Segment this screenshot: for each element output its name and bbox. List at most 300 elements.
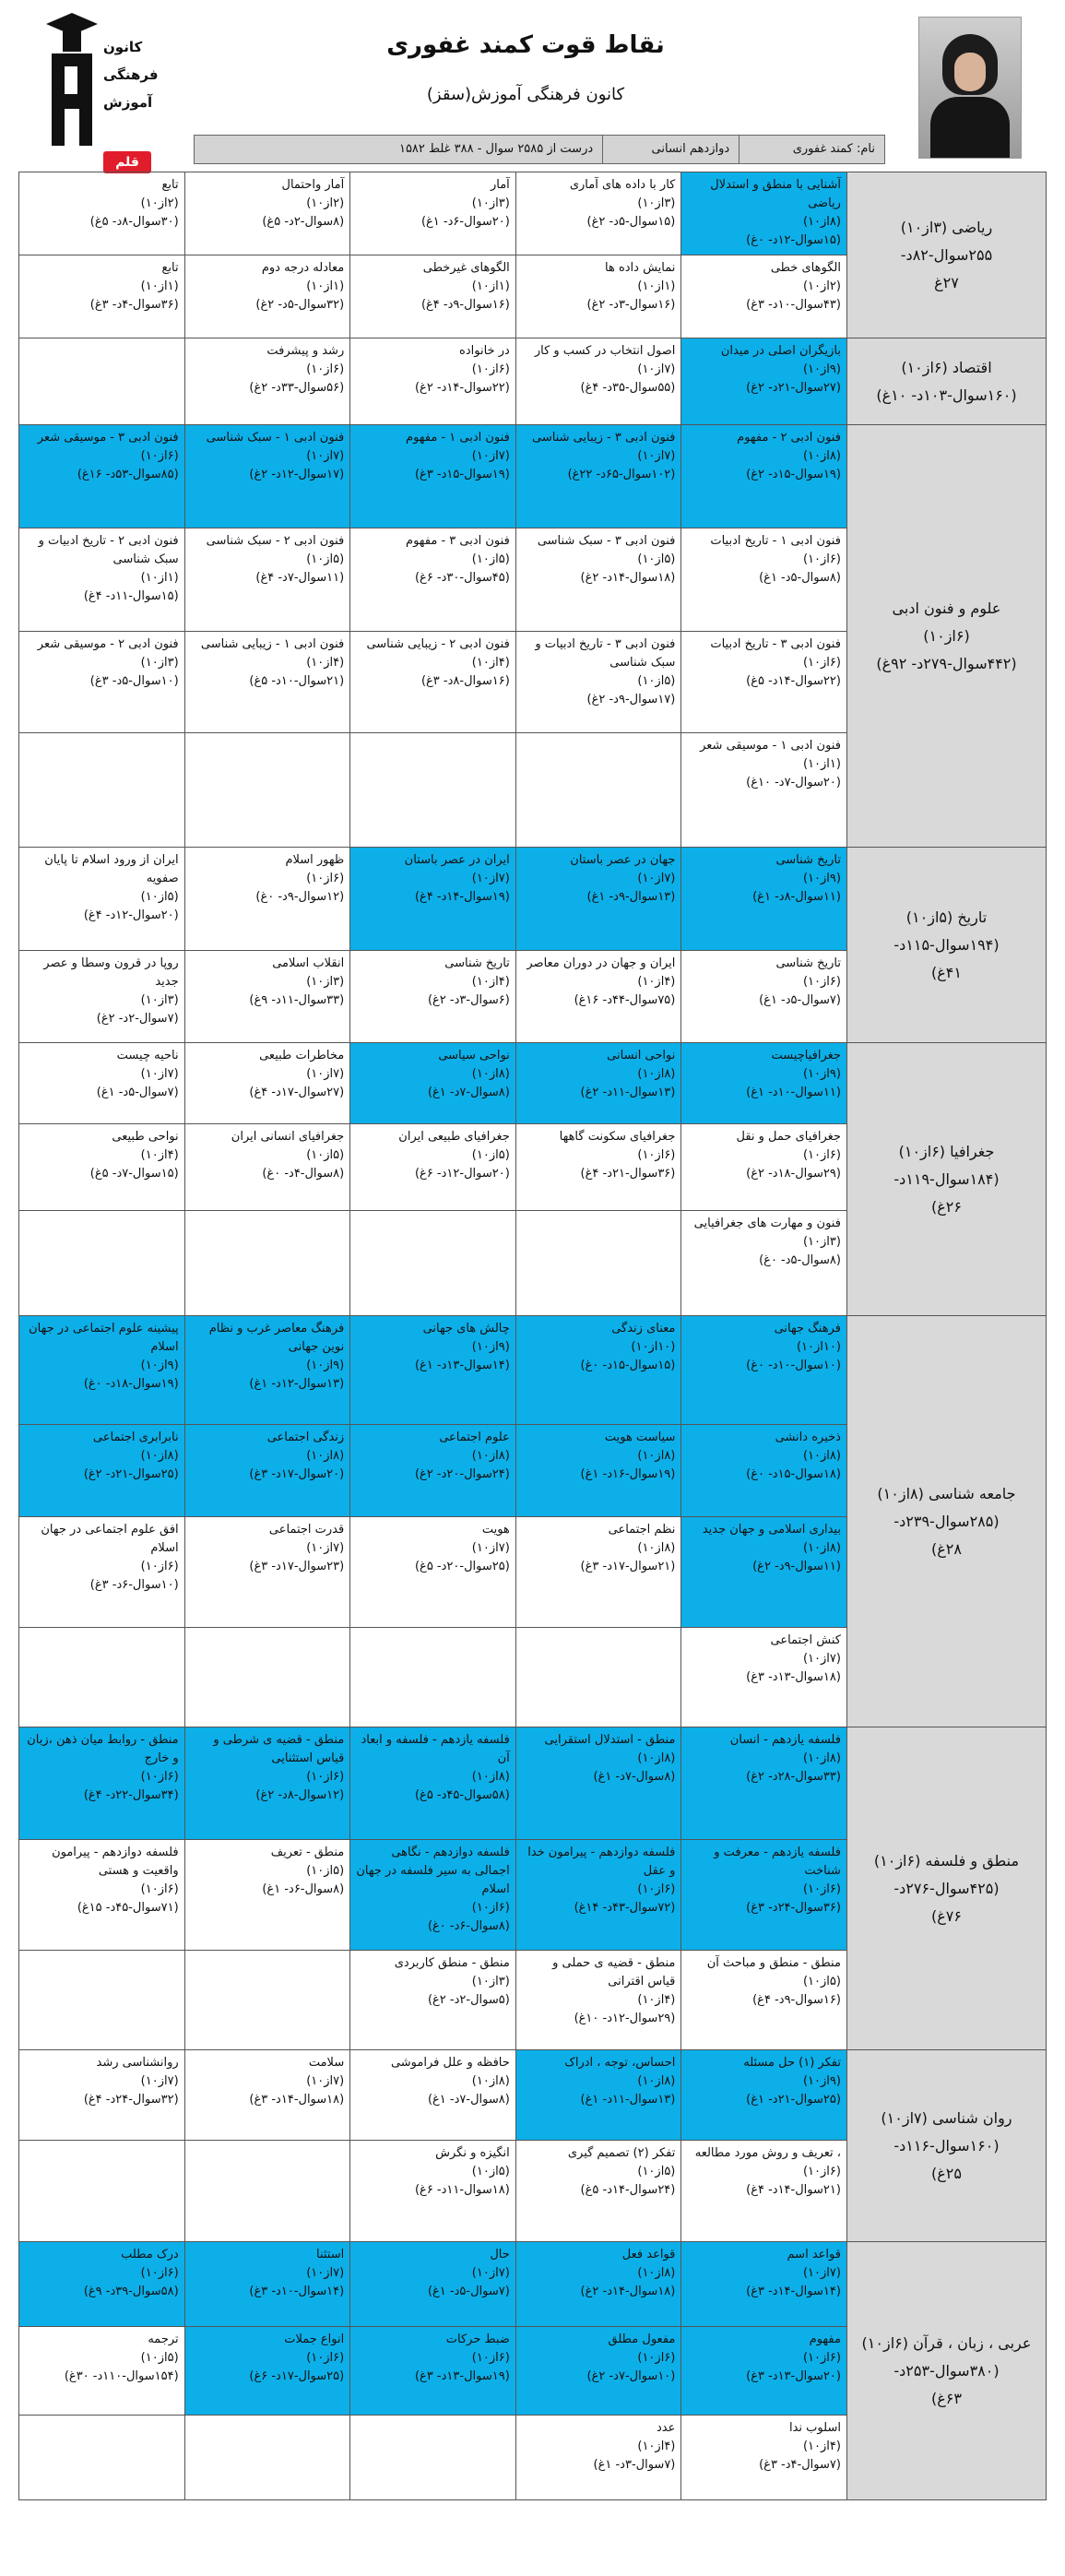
topic-name: جغرافیاچیست bbox=[771, 1049, 841, 1062]
topic-stats: (۲۱سوال-۱۴د- ۴غ) bbox=[746, 2183, 841, 2197]
topic-cell bbox=[19, 338, 185, 425]
topic-score: (۴از۱۰) bbox=[306, 656, 345, 670]
topic-stats: (۱۳سوال-۱۲د- ۱غ) bbox=[249, 1377, 345, 1391]
subject-name: علوم و فنون ادبی bbox=[892, 599, 1001, 617]
topic-stats: (۱۵سوال-۱۱د- ۴غ) bbox=[83, 589, 179, 603]
topic-name: منطق - قضیه ی حملی و قیاس اقترانی bbox=[552, 1956, 676, 1988]
topic-score: (۶از۱۰) bbox=[802, 552, 841, 566]
topic-score: (۴از۱۰) bbox=[637, 2439, 676, 2453]
topic-cell bbox=[184, 1316, 350, 1425]
topic-cell bbox=[19, 425, 185, 528]
student-grade: دوازدهم انسانی bbox=[602, 136, 739, 163]
subject-stats2: ۲۶غ) bbox=[930, 1197, 962, 1216]
topic-name: انگیزه و نگرش bbox=[435, 2146, 510, 2160]
topic-cell bbox=[19, 2141, 185, 2242]
topic-cell bbox=[681, 2141, 847, 2242]
topic-stats: (۱۰سوال-۶د- ۳غ) bbox=[89, 1578, 179, 1592]
topic-stats: (۱۱سوال-۷د- ۴غ) bbox=[255, 571, 345, 585]
topic-score: (۷از۱۰) bbox=[306, 2074, 345, 2088]
topic-score: (۸از۱۰) bbox=[306, 1449, 345, 1463]
topic-stats: (۵۵سوال-۳۵د- ۴غ) bbox=[580, 381, 676, 395]
topic-score: (۴از۱۰) bbox=[637, 1993, 676, 2007]
topic-cell bbox=[515, 951, 681, 1043]
topic-score: (۶از۱۰) bbox=[802, 975, 841, 989]
subject-name: روان شناسی (۷از۱۰) bbox=[881, 2108, 1012, 2127]
topic-name: علوم اجتماعی bbox=[439, 1430, 510, 1444]
topic-cell bbox=[515, 1628, 681, 1727]
topic-name: رشد و پیشرفت bbox=[266, 344, 345, 358]
topic-score: (۷از۱۰) bbox=[306, 1067, 345, 1081]
topic-score: (۶از۱۰) bbox=[471, 1901, 510, 1915]
topic-stats: (۷۱سوال-۴۵د- ۱۵غ) bbox=[77, 1901, 179, 1915]
subject-cell bbox=[846, 425, 1046, 848]
topic-score: (۷از۱۰) bbox=[471, 2266, 510, 2280]
topic-cell bbox=[681, 1124, 847, 1211]
topic-cell bbox=[19, 1727, 185, 1840]
topic-cell bbox=[184, 951, 350, 1043]
topic-score: (۵از۱۰) bbox=[802, 1975, 841, 1988]
topic-cell bbox=[19, 1043, 185, 1124]
topic-stats: (۳۶سوال-۴د- ۳غ) bbox=[89, 298, 179, 312]
topic-stats: (۲۰سوال-۷د- ۱۰غ) bbox=[746, 776, 841, 789]
subject-stats: (۳۸۰سوال-۲۵۳د- bbox=[893, 2361, 1000, 2380]
topic-stats: (۵۸سوال-۳۹د- ۹غ) bbox=[83, 2285, 179, 2298]
topic-score: (۸از۱۰) bbox=[802, 1751, 841, 1765]
topic-name: ایران و جهان در دوران معاصر bbox=[527, 956, 676, 970]
topic-cell bbox=[19, 2050, 185, 2141]
topic-cell bbox=[515, 528, 681, 632]
topic-name: فلسفه دوازدهم - پیرامون خدا و عقل bbox=[527, 1846, 676, 1878]
topic-stats: (۸سوال-۷د- ۱غ) bbox=[427, 2093, 510, 2107]
subject-cell bbox=[846, 2050, 1046, 2242]
topic-score: (۷از۱۰) bbox=[802, 2266, 841, 2280]
topic-cell bbox=[350, 1043, 516, 1124]
topic-name: نواحی انسانی bbox=[607, 1049, 676, 1062]
topic-score: (۲از۱۰) bbox=[306, 196, 345, 210]
topic-cell bbox=[19, 1124, 185, 1211]
topic-score: (۷از۱۰) bbox=[471, 449, 510, 463]
topic-cell bbox=[350, 1628, 516, 1727]
topic-cell bbox=[681, 1951, 847, 2050]
topic-stats: (۳۳سوال-۱۱د- ۹غ) bbox=[249, 993, 345, 1007]
topic-cell bbox=[19, 172, 185, 255]
page-title: نقاط قوت کمند غفوری bbox=[386, 31, 665, 59]
topic-cell bbox=[19, 1628, 185, 1727]
topic-score: (۷از۱۰) bbox=[637, 872, 676, 885]
topic-cell bbox=[19, 1517, 185, 1628]
topic-score: (۳از۱۰) bbox=[471, 196, 510, 210]
topic-stats: (۳۴سوال-۲۲د- ۴غ) bbox=[83, 1788, 179, 1802]
topic-score: (۱از۱۰) bbox=[306, 279, 345, 293]
topic-score: (۳از۱۰) bbox=[140, 656, 179, 670]
topic-stats: (۳۰سوال-۸د- ۵غ) bbox=[89, 215, 179, 229]
topic-stats: (۵۶سوال-۳۳د- ۲غ) bbox=[249, 381, 345, 395]
topic-cell bbox=[350, 2327, 516, 2416]
page-subtitle: کانون فرهنگی آموزش(سقز) bbox=[426, 85, 625, 104]
topic-cell bbox=[681, 425, 847, 528]
topic-cell bbox=[350, 2242, 516, 2327]
topic-name: قواعد فعل bbox=[621, 2248, 676, 2261]
topic-cell bbox=[681, 2242, 847, 2327]
topic-name: فلسفه دوازدهم - نگاهی اجمالی به سیر فلسفه در جهان اسلام bbox=[356, 1846, 510, 1896]
topic-stats: (۲۳سوال-۱۷د- ۳غ) bbox=[249, 1560, 345, 1573]
topic-stats: (۱۱سوال-۹د- ۲غ) bbox=[752, 1560, 841, 1573]
topic-score: (۸از۱۰) bbox=[637, 1541, 676, 1555]
subject-stats2: ۶۳غ) bbox=[930, 2389, 962, 2407]
topic-stats: (۶سوال-۳د- ۲غ) bbox=[427, 993, 510, 1007]
topic-cell bbox=[515, 848, 681, 951]
topic-score: (۹از۱۰) bbox=[140, 1359, 179, 1372]
topic-cell bbox=[681, 2050, 847, 2141]
strengths-table bbox=[18, 172, 1047, 2500]
topic-stats: (۱۰سوال-۷د- ۲غ) bbox=[586, 2369, 676, 2383]
topic-score: (۷از۱۰) bbox=[140, 2074, 179, 2088]
topic-name: منطق - استدلال استقرایی bbox=[544, 1733, 676, 1747]
topic-score: (۷از۱۰) bbox=[637, 362, 676, 376]
topic-name: افق علوم اجتماعی در جهان اسلام bbox=[41, 1523, 179, 1555]
topic-stats: (۲۷سوال-۲۱د- ۲غ) bbox=[746, 381, 841, 395]
topic-cell bbox=[515, 338, 681, 425]
topic-score: (۱از۱۰) bbox=[140, 279, 179, 293]
topic-cell bbox=[681, 338, 847, 425]
topic-stats: (۱۲سوال-۹د- ۰غ) bbox=[255, 890, 345, 904]
topic-cell bbox=[515, 1951, 681, 2050]
topic-cell bbox=[19, 1951, 185, 2050]
topic-cell bbox=[681, 255, 847, 338]
topic-stats: (۱۰سوال-۵د- ۳غ) bbox=[89, 674, 179, 688]
topic-score: (۱۰از۱۰) bbox=[631, 1340, 676, 1354]
topic-stats: (۷سوال-۲د- ۲غ) bbox=[96, 1012, 179, 1026]
topic-score: (۲از۱۰) bbox=[140, 196, 179, 210]
topic-name: تفکر (۲) تصمیم گیری bbox=[567, 2146, 676, 2160]
topic-name: فنون ادبی ۱ - سبک شناسی bbox=[206, 431, 345, 445]
topic-score: (۷از۱۰) bbox=[306, 1541, 345, 1555]
topic-name: قواعد اسم bbox=[787, 2248, 841, 2261]
topic-cell bbox=[184, 1951, 350, 2050]
topic-stats: (۱۴سوال-۱۰د- ۳غ) bbox=[249, 2285, 345, 2298]
topic-name: فنون ادبی ۱ - تاریخ ادبیات bbox=[710, 534, 841, 548]
subject-row bbox=[19, 338, 1047, 425]
topic-cell bbox=[681, 1727, 847, 1840]
topic-name: آمار bbox=[490, 178, 510, 192]
topic-name: درک مطلب bbox=[121, 2248, 179, 2261]
topic-name: حافظه و علل فراموشی bbox=[390, 2056, 510, 2070]
topic-cell bbox=[681, 1425, 847, 1517]
topic-name: قدرت اجتماعی bbox=[268, 1523, 345, 1537]
subject-cell bbox=[846, 338, 1046, 425]
topic-name: کنش اجتماعی bbox=[770, 1633, 841, 1647]
topic-stats: (۴۳سوال-۱۰د- ۳غ) bbox=[746, 298, 841, 312]
topic-cell bbox=[681, 2327, 847, 2416]
topic-stats: (۲۱سوال-۱۰د- ۵غ) bbox=[249, 674, 345, 688]
kanoon-logo bbox=[44, 11, 159, 192]
topic-score: (۷از۱۰) bbox=[306, 2266, 345, 2280]
topic-cell bbox=[515, 1840, 681, 1951]
topic-score: (۶از۱۰) bbox=[802, 2165, 841, 2178]
topic-cell bbox=[184, 1124, 350, 1211]
topic-cell bbox=[350, 2050, 516, 2141]
topic-stats: (۸۵سوال-۵۳د- ۱۶غ) bbox=[77, 468, 179, 481]
topic-score: (۹از۱۰) bbox=[802, 362, 841, 376]
topic-score: (۱از۱۰) bbox=[140, 571, 179, 585]
topic-stats: (۳۲سوال-۵د- ۲غ) bbox=[255, 298, 345, 312]
subject-row bbox=[19, 848, 1047, 951]
topic-cell bbox=[350, 1951, 516, 2050]
topic-stats: (۱۰سوال-۱۰د- ۰غ) bbox=[746, 1359, 841, 1372]
topic-stats: (۷سوال-۴د- ۳غ) bbox=[759, 2458, 841, 2472]
topic-cell bbox=[184, 2327, 350, 2416]
topic-stats: (۸سوال-۵د- ۰غ) bbox=[759, 1253, 841, 1267]
topic-name: روپا در قرون وسطا و عصر جدید bbox=[43, 956, 179, 989]
topic-name: فرهنگ جهانی bbox=[774, 1322, 841, 1335]
topic-stats: (۲۹سوال-۱۲د- ۱۰غ) bbox=[574, 2012, 676, 2025]
topic-stats: (۸سوال-۶د- ۱غ) bbox=[262, 1882, 345, 1896]
topic-stats: (۱۵۴سوال-۱۱۰د- ۳۰غ) bbox=[64, 2369, 179, 2383]
topic-score: (۷از۱۰) bbox=[637, 449, 676, 463]
topic-name: جغرافیای طبیعی ایران bbox=[398, 1130, 510, 1144]
topic-stats: (۲۵سوال-۲۱د- ۱غ) bbox=[746, 2093, 841, 2107]
topic-name: تابع bbox=[161, 178, 179, 192]
topic-score: (۷از۱۰) bbox=[140, 1067, 179, 1081]
topic-stats: (۲۱سوال-۱۷د- ۳غ) bbox=[580, 1560, 676, 1573]
topic-cell bbox=[184, 338, 350, 425]
topic-score: (۸از۱۰) bbox=[140, 1449, 179, 1463]
subject-row bbox=[19, 1727, 1047, 1840]
topic-score: (۶از۱۰) bbox=[140, 1560, 179, 1573]
topic-cell bbox=[350, 733, 516, 848]
topic-name: تفکر (۱) حل مسئله bbox=[743, 2056, 841, 2070]
topic-cell bbox=[184, 848, 350, 951]
topic-score: (۸از۱۰) bbox=[471, 1067, 510, 1081]
topic-name: انقلاب اسلامی bbox=[272, 956, 345, 970]
topic-stats: (۲۹سوال-۱۸د- ۲غ) bbox=[746, 1167, 841, 1181]
topic-cell bbox=[515, 1517, 681, 1628]
topic-stats: (۱۸سوال-۱۵د- ۰غ) bbox=[746, 1467, 841, 1481]
student-info-bar bbox=[194, 135, 885, 164]
topic-score: (۸از۱۰) bbox=[471, 2074, 510, 2088]
topic-name: فنون ادبی ۲ - مفهوم bbox=[737, 431, 841, 445]
topic-name: سلامت bbox=[308, 2056, 345, 2070]
topic-stats: (۱۱سوال-۸د- ۱غ) bbox=[752, 890, 841, 904]
subject-row bbox=[19, 2242, 1047, 2327]
topic-name: ایران از ورود اسلام تا پایان صفویه bbox=[44, 853, 179, 885]
topic-score: (۵از۱۰) bbox=[306, 552, 345, 566]
topic-stats: (۱۲سوال-۸د- ۲غ) bbox=[255, 1788, 345, 1802]
topic-score: (۶از۱۰) bbox=[471, 2351, 510, 2365]
topic-cell bbox=[681, 528, 847, 632]
topic-cell bbox=[19, 2416, 185, 2500]
topic-name: جهان در عصر باستان bbox=[570, 853, 676, 867]
topic-cell bbox=[19, 2327, 185, 2416]
topic-cell bbox=[19, 848, 185, 951]
topic-score: (۶از۱۰) bbox=[140, 1882, 179, 1896]
subject-stats2: ۲۸غ) bbox=[930, 1539, 962, 1558]
topic-cell bbox=[681, 1211, 847, 1316]
topic-name: معادله درجه دوم bbox=[261, 261, 345, 275]
topic-stats: (۲۴سوال-۱۴د- ۵غ) bbox=[580, 2183, 676, 2197]
subject-cell bbox=[846, 1316, 1046, 1727]
topic-cell bbox=[19, 1316, 185, 1425]
topic-name: جغرافیای حمل و نقل bbox=[736, 1130, 841, 1144]
topic-cell bbox=[515, 255, 681, 338]
topic-cell bbox=[515, 2242, 681, 2327]
topic-cell bbox=[19, 255, 185, 338]
topic-cell bbox=[19, 733, 185, 848]
topic-score: (۵از۱۰) bbox=[306, 1148, 345, 1162]
subject-stats: (۱۶۰سوال-۱۱۶د- bbox=[893, 2136, 1000, 2155]
subject-cell bbox=[846, 1727, 1046, 2050]
topic-score: (۱۰از۱۰) bbox=[796, 1340, 841, 1354]
topic-cell bbox=[184, 425, 350, 528]
topic-stats: (۱۶سوال-۸د- ۳غ) bbox=[420, 674, 510, 688]
topic-name: ترجمه bbox=[148, 2333, 179, 2346]
topic-score: (۵از۱۰) bbox=[140, 890, 179, 904]
topic-score: (۶از۱۰) bbox=[637, 2351, 676, 2365]
subject-stats: (۱۹۴سوال-۱۱۵د- bbox=[893, 935, 1000, 954]
topic-name: استثنا bbox=[315, 2248, 345, 2261]
topic-stats: (۱۹سوال-۱۵د- ۳غ) bbox=[414, 468, 510, 481]
topic-score: (۶از۱۰) bbox=[306, 1770, 345, 1784]
topic-name: تاریخ شناسی bbox=[444, 956, 510, 970]
topic-name: مفعول مطلق bbox=[608, 2333, 676, 2346]
topic-name: تاریخ شناسی bbox=[775, 853, 841, 867]
topic-name: روانشناسی رشد bbox=[96, 2056, 179, 2070]
topic-score: (۸از۱۰) bbox=[637, 1449, 676, 1463]
topic-name: فلسفه یازدهم - معرفت و شناخت bbox=[714, 1846, 841, 1878]
topic-stats: (۲۷سوال-۱۷د- ۴غ) bbox=[249, 1086, 345, 1099]
topic-score: (۶از۱۰) bbox=[140, 2266, 179, 2280]
topic-score: (۴از۱۰) bbox=[637, 975, 676, 989]
topic-stats: (۱۷سوال-۱۲د- ۲غ) bbox=[249, 468, 345, 481]
topic-score: (۸از۱۰) bbox=[802, 215, 841, 229]
topic-cell bbox=[350, 1727, 516, 1840]
topic-cell bbox=[515, 172, 681, 255]
topic-score: (۸از۱۰) bbox=[471, 1449, 510, 1463]
subject-name: تاریخ (۵از۱۰) bbox=[905, 908, 988, 926]
topic-name: جغرافیای انسانی ایران bbox=[231, 1130, 345, 1144]
topic-stats: (۱۹سوال-۱۶د- ۱غ) bbox=[580, 1467, 676, 1481]
topic-cell bbox=[350, 632, 516, 733]
topic-name: ظهور اسلام bbox=[285, 853, 345, 867]
topic-cell bbox=[350, 2141, 516, 2242]
topic-stats: (۱۴سوال-۱۴د- ۳غ) bbox=[746, 2285, 841, 2298]
topic-name: نواحی طبیعی bbox=[112, 1130, 179, 1144]
topic-stats: (۳۶سوال-۲۱د- ۴غ) bbox=[580, 1167, 676, 1181]
topic-cell bbox=[350, 1517, 516, 1628]
topic-stats: (۷سوال-۵د- ۱غ) bbox=[759, 993, 841, 1007]
topic-score: (۸از۱۰) bbox=[637, 2266, 676, 2280]
topic-cell bbox=[681, 172, 847, 255]
topic-cell bbox=[184, 1043, 350, 1124]
topic-stats: (۸سوال-۴د- ۰غ) bbox=[262, 1167, 345, 1181]
student-photo bbox=[918, 17, 1022, 159]
topic-cell bbox=[350, 848, 516, 951]
topic-cell bbox=[515, 1124, 681, 1211]
topic-cell bbox=[19, 528, 185, 632]
topic-score: (۱از۱۰) bbox=[637, 279, 676, 293]
topic-stats: (۸سوال-۲د- ۵غ) bbox=[262, 215, 345, 229]
topic-cell bbox=[19, 1425, 185, 1517]
subject-row bbox=[19, 1043, 1047, 1124]
topic-stats: (۲۵سوال-۲۱د- ۲غ) bbox=[83, 1467, 179, 1481]
topic-score: (۸از۱۰) bbox=[637, 1751, 676, 1765]
topic-stats: (۷۲سوال-۴۳د- ۱۴غ) bbox=[574, 1901, 676, 1915]
topic-name: فنون ادبی ۲ - زیبایی شناسی bbox=[366, 637, 510, 651]
topic-score: (۷از۱۰) bbox=[471, 872, 510, 885]
topic-stats: (۴۵سوال-۳۰د- ۶غ) bbox=[414, 571, 510, 585]
topic-cell bbox=[515, 425, 681, 528]
topic-score: (۳از۱۰) bbox=[471, 1975, 510, 1988]
topic-cell bbox=[19, 632, 185, 733]
topic-stats: (۱۳سوال-۱۱د- ۱غ) bbox=[580, 2093, 676, 2107]
subject-name: اقتصاد (۶از۱۰) bbox=[901, 358, 992, 376]
topic-stats: (۸سوال-۶د- ۰غ) bbox=[427, 1919, 510, 1933]
topic-cell bbox=[184, 1425, 350, 1517]
topic-name: آشنایی با منطق و استدلال ریاضی bbox=[710, 178, 841, 210]
topic-name: چالش های جهانی bbox=[422, 1322, 510, 1335]
subject-stats: ۲۵۵سوال-۸۲د- bbox=[900, 245, 993, 264]
subject-stats2: (۴۴۲سوال-۲۷۹د- ۹۲غ) bbox=[876, 654, 1017, 672]
topic-name: ضبط حرکات bbox=[445, 2333, 510, 2346]
topic-score: (۸از۱۰) bbox=[802, 449, 841, 463]
topic-name: سیاست هویت bbox=[604, 1430, 676, 1444]
topic-score: (۴از۱۰) bbox=[471, 975, 510, 989]
subject-name: جغرافیا (۶از۱۰) bbox=[898, 1142, 995, 1160]
topic-cell bbox=[184, 1517, 350, 1628]
topic-cell bbox=[19, 951, 185, 1043]
topic-cell bbox=[681, 1316, 847, 1425]
topic-score: (۵از۱۰) bbox=[471, 1148, 510, 1162]
topic-name: تاریخ شناسی bbox=[775, 956, 841, 970]
topic-name: ایران در عصر باستان bbox=[404, 853, 510, 867]
topic-name: انواع جملات bbox=[284, 2333, 345, 2346]
topic-name: منطق - روابط میان ذهن ،زبان و خارج bbox=[27, 1733, 179, 1765]
topic-name: منطق - تعریف bbox=[270, 1846, 345, 1859]
topic-score: (۶از۱۰) bbox=[637, 1148, 676, 1162]
subject-cell bbox=[846, 1043, 1046, 1316]
topic-stats: (۱۹سوال-۱۴د- ۴غ) bbox=[414, 890, 510, 904]
topic-score: (۸از۱۰) bbox=[802, 1541, 841, 1555]
topic-name: فنون ادبی ۲ - سبک شناسی bbox=[206, 534, 345, 548]
topic-score: (۵از۱۰) bbox=[637, 2165, 676, 2178]
topic-cell bbox=[184, 2416, 350, 2500]
topic-stats: (۱۸سوال-۱۳د- ۳غ) bbox=[746, 1670, 841, 1684]
topic-cell bbox=[350, 1211, 516, 1316]
topic-name: فنون ادبی ۲ - تاریخ ادبیات و سبک شناسی bbox=[38, 534, 179, 566]
topic-name: فلسفه دوازدهم - پیرامون واقعیت و هستی bbox=[52, 1846, 179, 1878]
subject-row bbox=[19, 172, 1047, 255]
topic-name: در خانواده bbox=[459, 344, 510, 358]
subject-stats: (۱۸۴سوال-۱۱۹د- bbox=[893, 1169, 1000, 1188]
topic-name: هویت bbox=[481, 1523, 510, 1537]
topic-name: فنون ادبی ۳ - سبک شناسی bbox=[537, 534, 676, 548]
topic-score: (۶از۱۰) bbox=[306, 2351, 345, 2365]
topic-cell bbox=[19, 2242, 185, 2327]
topic-name: مفهوم bbox=[809, 2333, 841, 2346]
topic-score: (۶از۱۰) bbox=[306, 362, 345, 376]
topic-cell bbox=[350, 951, 516, 1043]
topic-cell bbox=[350, 255, 516, 338]
topic-stats: (۸سوال-۵د- ۱غ) bbox=[759, 571, 841, 585]
topic-stats: (۷سوال-۵د- ۱غ) bbox=[96, 1086, 179, 1099]
topic-stats: (۲۰سوال-۶د- ۱غ) bbox=[420, 215, 510, 229]
subject-name: منطق و فلسفه (۶از۱۰) bbox=[873, 1851, 1020, 1870]
topic-name: جغرافیای سکونت گاهها bbox=[559, 1130, 676, 1144]
topic-stats: (۱۸سوال-۱۴د- ۲غ) bbox=[580, 2285, 676, 2298]
topic-score: (۹از۱۰) bbox=[802, 1067, 841, 1081]
topic-score: (۷از۱۰) bbox=[802, 1652, 841, 1666]
topic-stats: (۲۰سوال-۱۲د- ۶غ) bbox=[414, 1167, 510, 1181]
